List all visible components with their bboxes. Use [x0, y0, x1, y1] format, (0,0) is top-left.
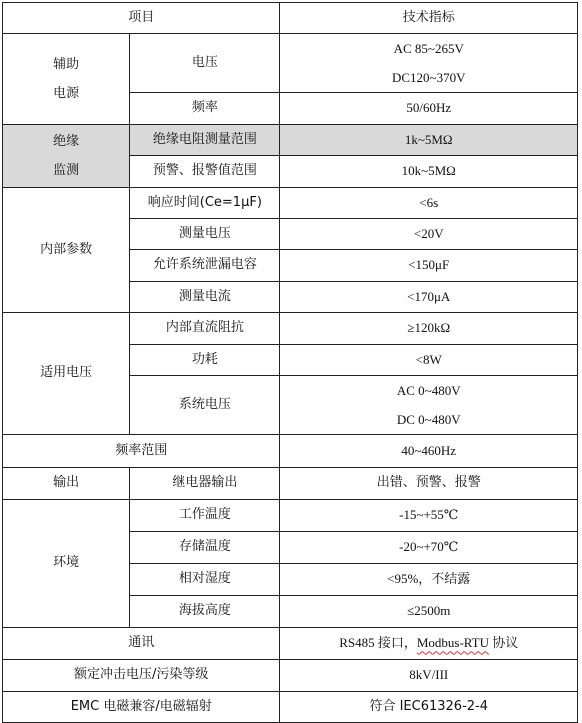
- header-spec: 技术指标: [280, 3, 578, 34]
- internal-group: 内部参数: [3, 188, 130, 313]
- row-label: 继电器输出: [130, 468, 280, 500]
- table-row: [3, 188, 578, 219]
- table-row: [3, 660, 578, 692]
- row-label: 绝缘电阻测量范围: [130, 125, 280, 156]
- row-label: 相对湿度: [130, 564, 280, 596]
- row-value: ≤2500m: [280, 596, 578, 628]
- row-label: 额定冲击电压/污染等级: [3, 660, 280, 692]
- table-row: [3, 692, 578, 723]
- output-group: 输出: [3, 468, 130, 500]
- applicable-group: 适用电压: [3, 313, 130, 435]
- aux-power-group: 辅助 电源: [3, 34, 130, 125]
- row-label: 频率范围: [3, 435, 280, 468]
- row-value: <6s: [280, 188, 578, 219]
- table-row: [3, 34, 578, 93]
- row-label: 测量电流: [130, 282, 280, 313]
- table-row: [3, 500, 578, 532]
- row-value: 8kV/III: [280, 660, 578, 692]
- row-value: -15~+55℃: [280, 500, 578, 532]
- row-value: 1k~5MΩ: [280, 125, 578, 156]
- table-row: [3, 628, 578, 660]
- row-value: <20V: [280, 219, 578, 250]
- row-label: 内部直流阻抗: [130, 313, 280, 345]
- header-item: 项目: [3, 3, 280, 34]
- row-value: 10k~5MΩ: [280, 156, 578, 188]
- row-value: <170μA: [280, 282, 578, 313]
- comm-protocol: Modbus-RTU: [416, 635, 490, 651]
- row-value: ≥120kΩ: [280, 313, 578, 345]
- row-label: 预警、报警值范围: [130, 156, 280, 188]
- row-label: 工作温度: [130, 500, 280, 532]
- row-label: 海拔高度: [130, 596, 280, 628]
- row-value: -20~+70℃: [280, 532, 578, 564]
- row-label: 系统电压: [130, 376, 280, 435]
- table-row: [3, 468, 578, 500]
- row-label: 频率: [130, 93, 280, 125]
- environment-group: 环境: [3, 500, 130, 628]
- row-value: 出错、预警、报警: [280, 468, 578, 500]
- table-row: [3, 313, 578, 345]
- row-value: <150μF: [280, 250, 578, 282]
- row-label: 电压: [130, 34, 280, 93]
- row-label: EMC 电磁兼容/电磁辐射: [3, 692, 280, 723]
- row-value: <8W: [280, 345, 578, 376]
- row-value: RS485 接口，Modbus-RTU 协议: [280, 628, 578, 660]
- row-value: <95%，不结露: [280, 564, 578, 596]
- row-label: 通讯: [3, 628, 280, 660]
- row-label: 功耗: [130, 345, 280, 376]
- row-value: 40~460Hz: [280, 435, 578, 468]
- table-row: [3, 125, 578, 156]
- row-label: 响应时间(Ce=1μF): [130, 188, 280, 219]
- row-value: AC 0~480V DC 0~480V: [280, 376, 578, 435]
- row-value: 符合 IEC61326-2-4: [280, 692, 578, 723]
- spec-table: [2, 2, 578, 723]
- row-label: 允许系统泄漏电容: [130, 250, 280, 282]
- insulation-group: 绝缘 监测: [3, 125, 130, 188]
- row-label: 测量电压: [130, 219, 280, 250]
- row-label: 存储温度: [130, 532, 280, 564]
- row-value: AC 85~265V DC120~370V: [280, 34, 578, 93]
- table-header-row: [3, 3, 578, 34]
- table-row: [3, 435, 578, 468]
- row-value: 50/60Hz: [280, 93, 578, 125]
